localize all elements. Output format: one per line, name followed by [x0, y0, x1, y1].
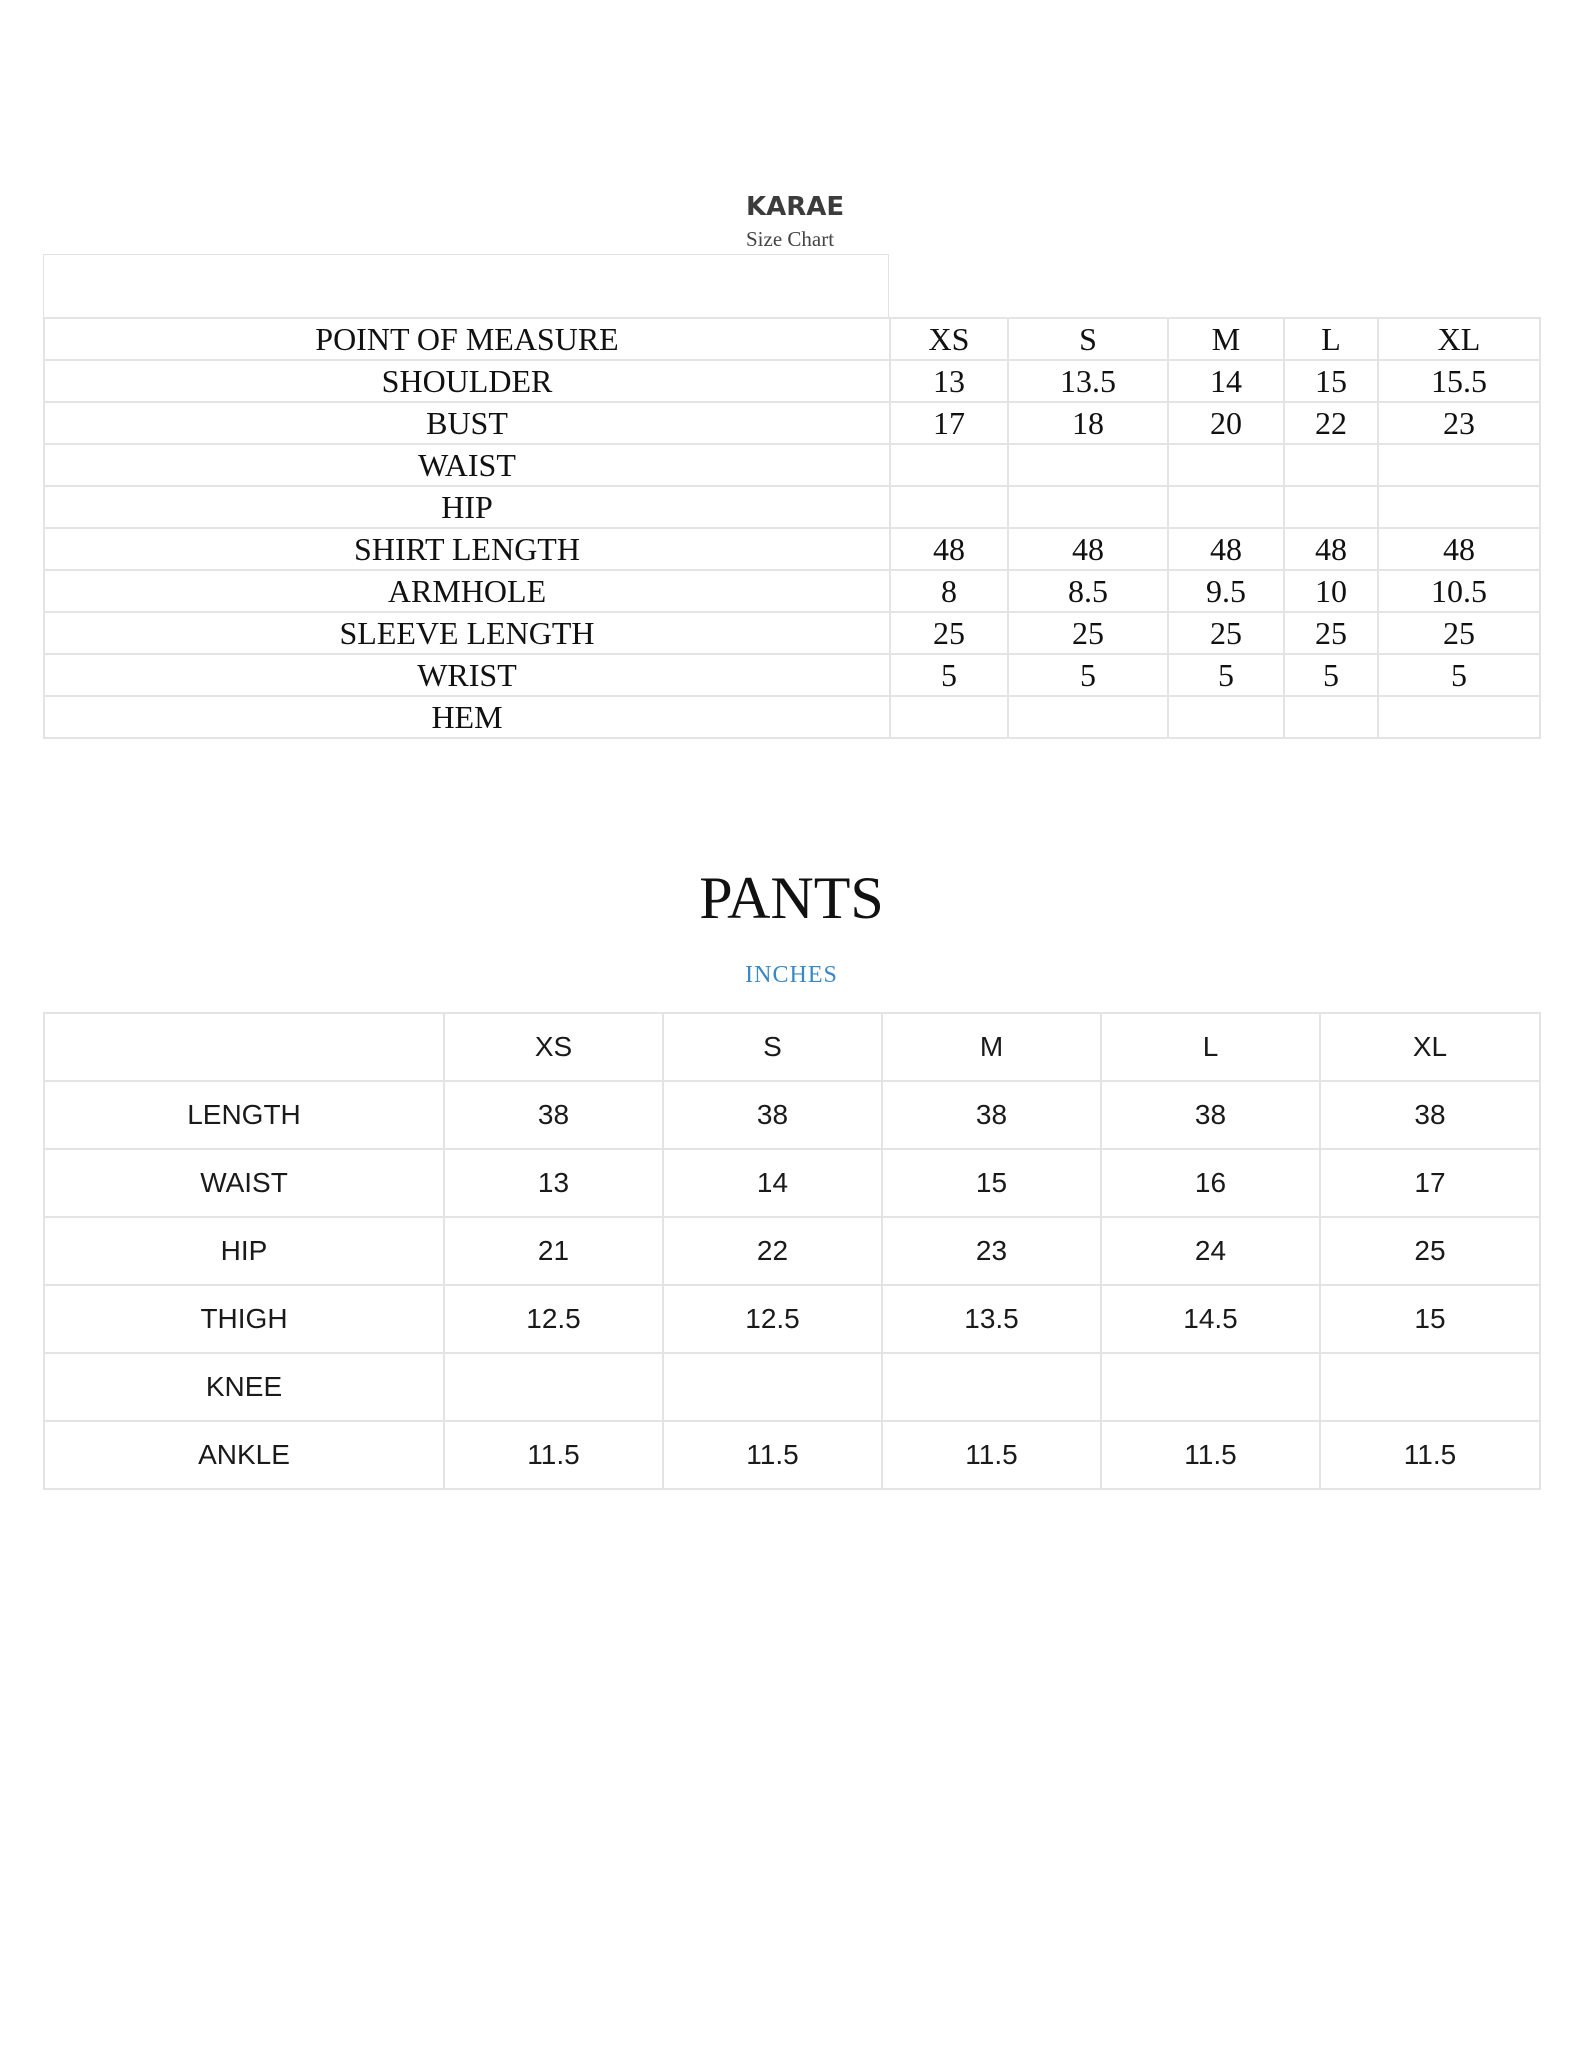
- table-cell: 13.5: [1008, 360, 1168, 402]
- table-cell: 10: [1284, 570, 1378, 612]
- table-cell: 25: [1378, 612, 1540, 654]
- column-header-measure: POINT OF MEASURE: [44, 318, 890, 360]
- row-label: KNEE: [44, 1353, 444, 1421]
- table-row: [44, 570, 1540, 612]
- table-cell: 9.5: [1168, 570, 1284, 612]
- table-cell: [890, 696, 1008, 738]
- table-cell: 38: [663, 1081, 882, 1149]
- column-header-size: XS: [890, 318, 1008, 360]
- table-cell: 48: [1168, 528, 1284, 570]
- table-row: [44, 1421, 1540, 1489]
- table-cell: 48: [890, 528, 1008, 570]
- table-cell: 12.5: [663, 1285, 882, 1353]
- table-cell: 20: [1168, 402, 1284, 444]
- table-cell: 11.5: [444, 1421, 663, 1489]
- table-cell: [1284, 486, 1378, 528]
- table-cell: [1168, 696, 1284, 738]
- row-label: WRIST: [44, 654, 890, 696]
- table-cell: 22: [1284, 402, 1378, 444]
- row-label: ARMHOLE: [44, 570, 890, 612]
- table-row: [44, 696, 1540, 738]
- table-row: [44, 612, 1540, 654]
- table-cell: 13: [444, 1149, 663, 1217]
- table-cell: 24: [1101, 1217, 1320, 1285]
- table-cell: [1008, 486, 1168, 528]
- table-row: [44, 1353, 1540, 1421]
- column-header-size: S: [663, 1013, 882, 1081]
- table-cell: [1168, 444, 1284, 486]
- pants-title: PANTS: [699, 865, 884, 931]
- table-cell: [882, 1353, 1101, 1421]
- column-header-size: L: [1101, 1013, 1320, 1081]
- table-cell: [1101, 1353, 1320, 1421]
- row-label: HEM: [44, 696, 890, 738]
- table-cell: 11.5: [882, 1421, 1101, 1489]
- row-label: SHIRT LENGTH: [44, 528, 890, 570]
- column-header-size: L: [1284, 318, 1378, 360]
- table-cell: 5: [890, 654, 1008, 696]
- table-cell: [1284, 444, 1378, 486]
- table-cell: 13: [890, 360, 1008, 402]
- table-cell: [1008, 696, 1168, 738]
- table-cell: [1008, 444, 1168, 486]
- table-cell: 25: [1284, 612, 1378, 654]
- table-cell: 11.5: [1320, 1421, 1540, 1489]
- row-label: ANKLE: [44, 1421, 444, 1489]
- column-header-size: S: [1008, 318, 1168, 360]
- table-cell: 17: [890, 402, 1008, 444]
- table-cell: 23: [882, 1217, 1101, 1285]
- pants-unit-label: INCHES: [745, 962, 838, 988]
- row-label: SLEEVE LENGTH: [44, 612, 890, 654]
- table-cell: 5: [1378, 654, 1540, 696]
- table-cell: 48: [1378, 528, 1540, 570]
- table-cell: 11.5: [663, 1421, 882, 1489]
- table-cell: 14: [1168, 360, 1284, 402]
- row-label: HIP: [44, 486, 890, 528]
- brand-block: [744, 188, 889, 255]
- table-cell: 38: [444, 1081, 663, 1149]
- table-cell: 25: [890, 612, 1008, 654]
- table-row: [44, 1217, 1540, 1285]
- table-cell: 38: [882, 1081, 1101, 1149]
- table-cell: 14.5: [1101, 1285, 1320, 1353]
- column-header-size: M: [1168, 318, 1284, 360]
- table-row: [44, 360, 1540, 402]
- top-size-table: [43, 317, 1541, 739]
- table-row: [44, 1081, 1540, 1149]
- top-table-blank-header: [43, 254, 889, 317]
- table-cell: 10.5: [1378, 570, 1540, 612]
- table-cell: [890, 444, 1008, 486]
- pants-size-table: [43, 1012, 1541, 1490]
- row-label: SHOULDER: [44, 360, 890, 402]
- page-subtitle: Size Chart: [744, 226, 889, 255]
- table-cell: 25: [1168, 612, 1284, 654]
- table-cell: 17: [1320, 1149, 1540, 1217]
- table-header-row: [44, 318, 1540, 360]
- table-cell: 15: [1320, 1285, 1540, 1353]
- table-row: [44, 1149, 1540, 1217]
- row-label: LENGTH: [44, 1081, 444, 1149]
- table-cell: 13.5: [882, 1285, 1101, 1353]
- table-row: [44, 486, 1540, 528]
- table-header-row: [44, 1013, 1540, 1081]
- table-row: [44, 528, 1540, 570]
- row-label: BUST: [44, 402, 890, 444]
- table-cell: 38: [1101, 1081, 1320, 1149]
- table-row: [44, 1285, 1540, 1353]
- table-cell: 15: [882, 1149, 1101, 1217]
- table-cell: 38: [1320, 1081, 1540, 1149]
- table-row: [44, 444, 1540, 486]
- table-row: [44, 402, 1540, 444]
- table-cell: 14: [663, 1149, 882, 1217]
- table-cell: [1378, 444, 1540, 486]
- table-cell: [1284, 696, 1378, 738]
- row-label: WAIST: [44, 444, 890, 486]
- table-cell: [890, 486, 1008, 528]
- table-cell: 8.5: [1008, 570, 1168, 612]
- table-cell: [1378, 486, 1540, 528]
- column-header-size: XL: [1378, 318, 1540, 360]
- table-cell: 22: [663, 1217, 882, 1285]
- row-label: WAIST: [44, 1149, 444, 1217]
- table-cell: 25: [1008, 612, 1168, 654]
- table-cell: 25: [1320, 1217, 1540, 1285]
- table-cell: [1378, 696, 1540, 738]
- table-cell: 16: [1101, 1149, 1320, 1217]
- column-header-blank: [44, 1013, 444, 1081]
- row-label: THIGH: [44, 1285, 444, 1353]
- table-cell: 12.5: [444, 1285, 663, 1353]
- table-cell: 15.5: [1378, 360, 1540, 402]
- column-header-size: M: [882, 1013, 1101, 1081]
- table-row: [44, 654, 1540, 696]
- table-cell: [1168, 486, 1284, 528]
- table-cell: [663, 1353, 882, 1421]
- column-header-size: XS: [444, 1013, 663, 1081]
- brand-name: KARAE: [746, 192, 845, 222]
- table-cell: 21: [444, 1217, 663, 1285]
- column-header-size: XL: [1320, 1013, 1540, 1081]
- table-cell: 5: [1168, 654, 1284, 696]
- table-cell: 8: [890, 570, 1008, 612]
- table-cell: 48: [1008, 528, 1168, 570]
- table-cell: 48: [1284, 528, 1378, 570]
- table-cell: [444, 1353, 663, 1421]
- table-cell: 15: [1284, 360, 1378, 402]
- table-cell: [1320, 1353, 1540, 1421]
- row-label: HIP: [44, 1217, 444, 1285]
- table-cell: 5: [1284, 654, 1378, 696]
- table-cell: 23: [1378, 402, 1540, 444]
- table-cell: 18: [1008, 402, 1168, 444]
- table-cell: 11.5: [1101, 1421, 1320, 1489]
- table-cell: 5: [1008, 654, 1168, 696]
